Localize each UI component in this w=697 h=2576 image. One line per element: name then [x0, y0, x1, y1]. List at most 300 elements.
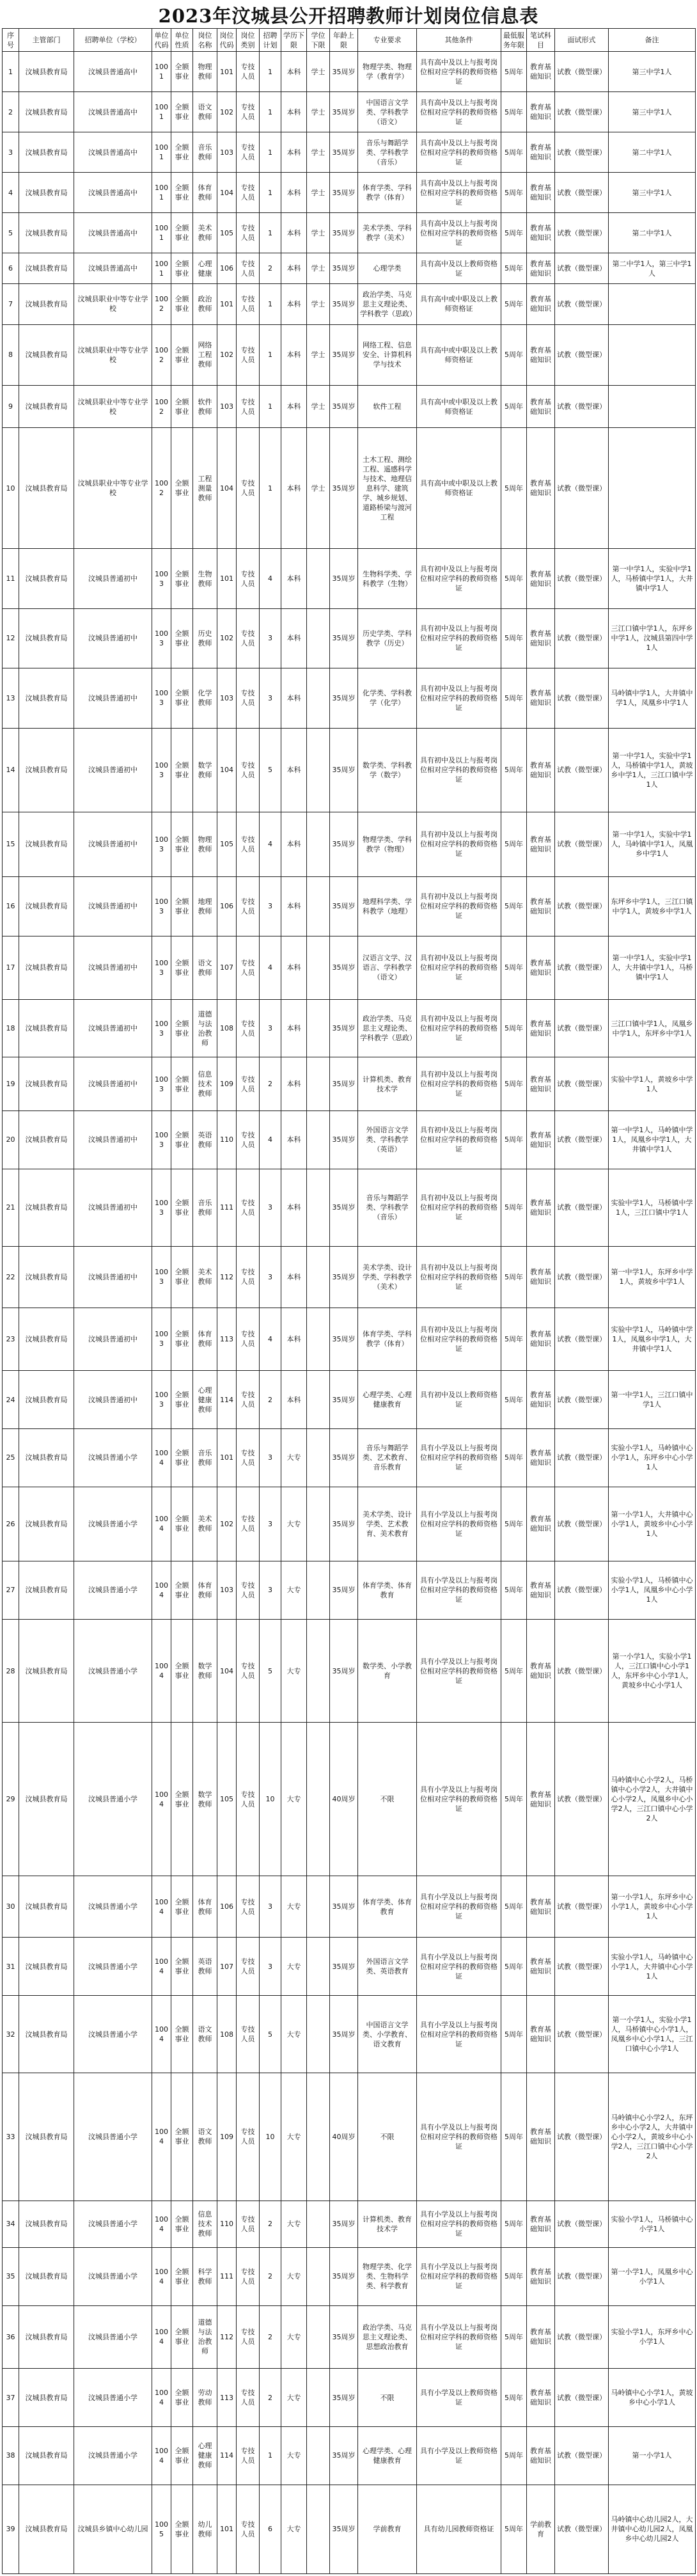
table-cell: 具有高中及以上教师资格证 [417, 253, 501, 284]
table-cell: 具有小学及以上与报考岗位相对应学科的教师资格证 [417, 2073, 501, 2201]
table-cell: 汶城县职业中等专业学校 [74, 324, 152, 386]
table-cell: 5周年 [501, 173, 527, 213]
table-cell: 具有初中及以上与报考岗位相对应学科的教师资格证 [417, 549, 501, 608]
table-cell: 全额事业 [171, 1169, 193, 1246]
table-cell: 教育基础知识 [527, 608, 555, 668]
table-cell: 具有小学及以上与报考岗位相对应学科的教师资格证 [417, 1487, 501, 1561]
table-cell: 103 [217, 1561, 237, 1620]
table-cell: 中国语言文学类、小学教育、语文教育 [358, 1996, 417, 2073]
table-cell: 1004 [152, 1619, 171, 1723]
table-cell: 本科 [281, 132, 307, 173]
table-cell: 汶城县教育局 [19, 2247, 74, 2305]
table-cell: 具有高中及以上与报考岗位相对应学科的教师资格证 [417, 173, 501, 213]
table-cell: 语文教师 [193, 2073, 217, 2201]
table-cell: 教育基础知识 [527, 549, 555, 608]
table-row [3, 1110, 696, 1169]
table-cell: 专技人员 [237, 936, 260, 999]
table-cell: 19 [3, 1057, 19, 1110]
position-table [2, 28, 696, 2574]
table-cell: 35周岁 [330, 2247, 358, 2305]
table-cell: 5周年 [501, 936, 527, 999]
table-cell: 本科 [281, 1110, 307, 1169]
table-cell: 1004 [152, 1561, 171, 1620]
table-cell: 汶城县普通小学 [74, 1619, 152, 1723]
table-cell: 具有初中及以上与报考岗位相对应学科的教师资格证 [417, 876, 501, 936]
table-cell: 101 [217, 284, 237, 324]
table-cell: 5周年 [501, 668, 527, 728]
column-header: 专业要求 [358, 29, 417, 52]
table-cell: 1004 [152, 1938, 171, 1996]
table-cell: 1003 [152, 936, 171, 999]
table-cell: 35周岁 [330, 173, 358, 213]
table-cell: 8 [3, 324, 19, 386]
table-cell: 生物科学类、学科教学（生物） [358, 549, 417, 608]
table-cell: 35周岁 [330, 2369, 358, 2427]
table-cell: 学前教育 [527, 2485, 555, 2573]
table-cell: 1003 [152, 999, 171, 1057]
table-cell: 24 [3, 1371, 19, 1429]
table-row [3, 2369, 696, 2427]
table-cell: 汶城县教育局 [19, 52, 74, 92]
table-cell: 音乐教师 [193, 132, 217, 173]
table-cell: 1003 [152, 1246, 171, 1308]
table-cell [307, 1308, 330, 1370]
table-cell [307, 1110, 330, 1169]
table-cell [307, 936, 330, 999]
table-cell: 1001 [152, 213, 171, 253]
table-cell: 1004 [152, 2305, 171, 2368]
table-cell: 教育基础知识 [527, 132, 555, 173]
table-cell: 教育基础知识 [527, 1723, 555, 1876]
table-cell: 101 [217, 52, 237, 92]
table-cell: 具有高中及以上与报考岗位相对应学科的教师资格证 [417, 213, 501, 253]
table-cell: 试教（微型课） [555, 386, 609, 428]
table-cell [307, 1057, 330, 1110]
table-cell: 本科 [281, 999, 307, 1057]
table-cell: 本科 [281, 668, 307, 728]
table-cell: 106 [217, 1876, 237, 1938]
table-cell: 汶城县教育局 [19, 2073, 74, 2201]
table-cell: 汉语言文学、汉语言、学科教学（语文） [358, 936, 417, 999]
table-cell: 1003 [152, 549, 171, 608]
table-cell: 学士 [307, 213, 330, 253]
table-cell: 大专 [281, 1996, 307, 2073]
table-cell: 专技人员 [237, 2201, 260, 2247]
table-cell: 具有小学及以上与报考岗位相对应学科的教师资格证 [417, 1619, 501, 1723]
table-cell: 专技人员 [237, 1110, 260, 1169]
table-cell: 专技人员 [237, 428, 260, 549]
table-cell: 专技人员 [237, 1723, 260, 1876]
table-cell: 大专 [281, 1723, 307, 1876]
table-cell: 4 [3, 173, 19, 213]
table-cell: 教育基础知识 [527, 812, 555, 876]
table-cell: 具有高中及以上与报考岗位相对应学科的教师资格证 [417, 52, 501, 92]
table-row [3, 1246, 696, 1308]
table-row [3, 876, 696, 936]
table-cell [307, 668, 330, 728]
table-cell: 具有初中及以上与报考岗位相对应学科的教师资格证 [417, 608, 501, 668]
table-cell: 本科 [281, 812, 307, 876]
table-cell: 汶城县普通小学 [74, 2427, 152, 2485]
table-cell: 具有小学及以上与报考岗位相对应学科的教师资格证 [417, 2305, 501, 2368]
table-cell: 16 [3, 876, 19, 936]
table-cell: 1003 [152, 668, 171, 728]
table-cell: 教育基础知识 [527, 668, 555, 728]
table-cell: 汶城县教育局 [19, 1371, 74, 1429]
table-cell: 学士 [307, 132, 330, 173]
table-cell: 35周岁 [330, 1371, 358, 1429]
table-cell: 大专 [281, 2201, 307, 2247]
table-row [3, 1308, 696, 1370]
table-cell: 第三中学1人 [609, 92, 696, 132]
table-cell: 具有高中及以上与报考岗位相对应学科的教师资格证 [417, 132, 501, 173]
table-row [3, 936, 696, 999]
table-cell: 35周岁 [330, 1876, 358, 1938]
table-cell: 学士 [307, 284, 330, 324]
table-cell: 第一小学1人，实验小学1人，马桥镇中心小学1人，凤凰乡中心小学1人，三江口镇中心小学1人 [609, 1996, 696, 2073]
table-cell: 汶城县普通小学 [74, 1561, 152, 1620]
table-row [3, 284, 696, 324]
table-cell: 汶城县普通初中 [74, 549, 152, 608]
table-cell: 110 [217, 1110, 237, 1169]
table-cell: 专技人员 [237, 1169, 260, 1246]
table-cell: 学士 [307, 428, 330, 549]
table-cell: 音乐与舞蹈学类、学科教学（音乐） [358, 132, 417, 173]
table-cell: 5周年 [501, 1561, 527, 1620]
table-cell: 汶城县普通初中 [74, 812, 152, 876]
table-cell: 心理学类、心理健康教育 [358, 2427, 417, 2485]
table-cell: 语文教师 [193, 936, 217, 999]
table-cell [609, 428, 696, 549]
table-cell: 1 [3, 52, 19, 92]
table-cell: 全额事业 [171, 1619, 193, 1723]
table-cell: 5 [260, 1619, 281, 1723]
table-row [3, 386, 696, 428]
table-cell: 6 [3, 253, 19, 284]
column-header: 备注 [609, 29, 696, 52]
table-cell: 35周岁 [330, 2201, 358, 2247]
column-header: 单位代码 [152, 29, 171, 52]
table-row [3, 2073, 696, 2201]
table-cell: 5周年 [501, 2201, 527, 2247]
table-cell: 试教（微型课） [555, 284, 609, 324]
table-cell: 35周岁 [330, 1246, 358, 1308]
table-cell [307, 2305, 330, 2368]
table-cell: 5周年 [501, 52, 527, 92]
table-cell: 5周年 [501, 2369, 527, 2427]
table-cell: 3 [260, 1487, 281, 1561]
table-cell: 1 [260, 132, 281, 173]
table-cell: 1004 [152, 1876, 171, 1938]
table-cell: 物理学类、化学类、生物科学类、科学教育 [358, 2247, 417, 2305]
table-cell: 网络工程教师 [193, 324, 217, 386]
table-cell: 5周年 [501, 92, 527, 132]
table-cell: 全额事业 [171, 876, 193, 936]
table-row [3, 1723, 696, 1876]
table-cell: 试教（微型课） [555, 812, 609, 876]
table-cell: 110 [217, 2201, 237, 2247]
table-cell: 第一小学1人，大井镇中心小学1人，黄坡乡中心小学1人 [609, 1487, 696, 1561]
table-cell: 教育基础知识 [527, 386, 555, 428]
table-cell: 本科 [281, 876, 307, 936]
table-cell: 本科 [281, 936, 307, 999]
table-cell: 教育基础知识 [527, 1487, 555, 1561]
table-cell: 教育基础知识 [527, 999, 555, 1057]
table-cell [307, 2427, 330, 2485]
table-cell: 试教（微型课） [555, 1169, 609, 1246]
table-cell: 教育基础知识 [527, 1308, 555, 1370]
table-cell: 实验中学1人，黄坡乡中学1人 [609, 1057, 696, 1110]
table-cell: 108 [217, 1996, 237, 2073]
table-cell: 试教（微型课） [555, 936, 609, 999]
table-cell: 地理科学类、学科教学（地理） [358, 876, 417, 936]
table-row [3, 549, 696, 608]
table-cell: 汶城县职业中等专业学校 [74, 284, 152, 324]
table-cell: 35周岁 [330, 1429, 358, 1487]
column-header: 单位性质 [171, 29, 193, 52]
table-cell: 103 [217, 132, 237, 173]
table-cell: 具有初中及以上与报考岗位相对应学科的教师资格证 [417, 1246, 501, 1308]
column-header: 岗位类别 [237, 29, 260, 52]
table-cell [307, 608, 330, 668]
table-cell: 5周年 [501, 1487, 527, 1561]
table-cell: 2 [260, 2305, 281, 2368]
table-cell: 汶城县教育局 [19, 386, 74, 428]
table-cell: 大专 [281, 2427, 307, 2485]
table-row [3, 2427, 696, 2485]
table-cell: 试教（微型课） [555, 2427, 609, 2485]
table-cell: 具有初中及以上与报考岗位相对应学科的教师资格证 [417, 1169, 501, 1246]
table-cell: 5周年 [501, 2073, 527, 2201]
table-cell: 1001 [152, 52, 171, 92]
table-cell: 第三中学1人 [609, 173, 696, 213]
table-cell: 具有小学及以上与报考岗位相对应学科的教师资格证 [417, 1996, 501, 2073]
table-cell: 教育基础知识 [527, 1110, 555, 1169]
table-cell: 具有初中及以上与报考岗位相对应学科的教师资格证 [417, 1057, 501, 1110]
table-cell: 本科 [281, 549, 307, 608]
table-cell: 5周年 [501, 1246, 527, 1308]
table-cell: 本科 [281, 92, 307, 132]
table-cell: 全额事业 [171, 999, 193, 1057]
table-cell: 1 [260, 92, 281, 132]
table-cell: 汶城县教育局 [19, 1308, 74, 1370]
table-cell: 教育基础知识 [527, 1938, 555, 1996]
table-cell: 103 [217, 668, 237, 728]
table-row [3, 132, 696, 173]
table-cell: 4 [260, 936, 281, 999]
table-cell: 具有初中及以上与报考岗位相对应学科的教师资格证 [417, 812, 501, 876]
table-cell: 体育教师 [193, 1308, 217, 1370]
table-cell: 37 [3, 2369, 19, 2427]
table-cell: 4 [260, 812, 281, 876]
table-cell: 汶城县教育局 [19, 1723, 74, 1876]
table-cell: 体育学类、体育教育 [358, 1561, 417, 1620]
table-cell: 汶城县普通小学 [74, 1876, 152, 1938]
table-cell: 信息技术教师 [193, 1057, 217, 1110]
table-cell: 教育基础知识 [527, 1619, 555, 1723]
table-cell: 105 [217, 213, 237, 253]
table-cell: 专技人员 [237, 1057, 260, 1110]
table-cell: 全额事业 [171, 936, 193, 999]
table-cell: 1 [260, 52, 281, 92]
table-cell: 1003 [152, 608, 171, 668]
table-cell: 全额事业 [171, 2485, 193, 2573]
table-cell: 学士 [307, 52, 330, 92]
table-cell: 汶城县普通初中 [74, 1169, 152, 1246]
table-cell: 5周年 [501, 1429, 527, 1487]
table-cell: 试教（微型课） [555, 253, 609, 284]
table-cell [307, 2485, 330, 2573]
table-cell: 体育教师 [193, 1561, 217, 1620]
table-cell: 本科 [281, 1371, 307, 1429]
table-cell: 2 [260, 2247, 281, 2305]
table-cell: 1004 [152, 2201, 171, 2247]
table-cell: 历史教师 [193, 608, 217, 668]
table-cell: 大专 [281, 1561, 307, 1620]
table-cell: 101 [217, 1429, 237, 1487]
table-cell: 三江口镇中学1人，东坪乡中学1人，汶城县第四中学1人 [609, 608, 696, 668]
table-cell: 教育基础知识 [527, 52, 555, 92]
table-cell: 具有小学及以上与报考岗位相对应学科的教师资格证 [417, 2201, 501, 2247]
table-cell: 政治学类、马克思主义理论类、思想政治教育 [358, 2305, 417, 2368]
table-cell: 5周年 [501, 2485, 527, 2573]
table-cell: 4 [260, 549, 281, 608]
table-cell: 专技人员 [237, 253, 260, 284]
table-cell: 心理健康教师 [193, 1371, 217, 1429]
column-header: 招聘单位（学校） [74, 29, 152, 52]
table-cell: 3 [260, 876, 281, 936]
table-header [3, 29, 696, 52]
table-cell: 全额事业 [171, 52, 193, 92]
table-cell: 1003 [152, 728, 171, 812]
table-cell: 102 [217, 608, 237, 668]
table-cell: 专技人员 [237, 999, 260, 1057]
table-cell: 1001 [152, 173, 171, 213]
table-row [3, 1996, 696, 2073]
table-cell: 试教（微型课） [555, 1723, 609, 1876]
table-row [3, 324, 696, 386]
table-row [3, 173, 696, 213]
table-cell: 数学类、小学教育 [358, 1619, 417, 1723]
table-cell: 35周岁 [330, 1619, 358, 1723]
table-cell: 教育基础知识 [527, 936, 555, 999]
table-cell: 12 [3, 608, 19, 668]
table-cell: 语文教师 [193, 92, 217, 132]
table-cell: 5周年 [501, 1308, 527, 1370]
table-cell: 全额事业 [171, 1996, 193, 2073]
table-cell: 1004 [152, 2369, 171, 2427]
table-cell: 35周岁 [330, 92, 358, 132]
table-cell: 第一小学1人，实验小学1人，三江口镇中心小学1人，东坪乡中心小学1人，黄坡乡中心小学1人 [609, 1619, 696, 1723]
table-cell: 试教（微型课） [555, 1429, 609, 1487]
table-cell: 5 [260, 1996, 281, 2073]
table-cell: 1002 [152, 428, 171, 549]
table-cell: 102 [217, 1487, 237, 1561]
table-cell: 38 [3, 2427, 19, 2485]
table-cell: 3 [260, 1429, 281, 1487]
table-cell: 28 [3, 1619, 19, 1723]
table-cell: 大专 [281, 2485, 307, 2573]
table-cell: 5周年 [501, 132, 527, 173]
table-cell: 学士 [307, 253, 330, 284]
table-cell: 试教（微型课） [555, 2073, 609, 2201]
table-cell: 全额事业 [171, 608, 193, 668]
table-row [3, 999, 696, 1057]
table-cell: 汶城县教育局 [19, 1057, 74, 1110]
table-cell: 第一中学1人，三江口镇中学1人 [609, 1371, 696, 1429]
table-cell: 40周岁 [330, 1723, 358, 1876]
table-row [3, 52, 696, 92]
table-cell: 第一中学1人，马岭镇中学1人，凤凰乡中学1人，大井镇中学1人 [609, 1110, 696, 1169]
table-cell: 汶城县普通初中 [74, 608, 152, 668]
table-cell: 35周岁 [330, 52, 358, 92]
table-cell: 计算机类、教育技术学 [358, 1057, 417, 1110]
table-cell: 104 [217, 173, 237, 213]
column-header: 学历下限 [281, 29, 307, 52]
table-cell: 试教（微型课） [555, 52, 609, 92]
table-cell: 全额事业 [171, 2201, 193, 2247]
table-cell: 大专 [281, 2369, 307, 2427]
table-cell: 美术教师 [193, 213, 217, 253]
table-cell: 专技人员 [237, 2485, 260, 2573]
table-cell: 汶城县教育局 [19, 1246, 74, 1308]
table-cell: 102 [217, 92, 237, 132]
table-cell: 5周年 [501, 2305, 527, 2368]
table-cell: 第一中学1人，实验中学1人，马桥镇中学1人，大井镇中学1人 [609, 549, 696, 608]
table-cell: 35周岁 [330, 428, 358, 549]
table-cell [307, 2369, 330, 2427]
table-cell: 101 [217, 2485, 237, 2573]
table-cell: 汶城县教育局 [19, 1487, 74, 1561]
table-cell: 试教（微型课） [555, 1057, 609, 1110]
table-cell: 试教（微型课） [555, 1561, 609, 1620]
table-cell: 2 [260, 1057, 281, 1110]
table-cell: 5周年 [501, 1619, 527, 1723]
table-cell: 第一小学1人，东坪乡中心小学1人，黄坡乡中心小学1人 [609, 1876, 696, 1938]
table-cell [307, 876, 330, 936]
table-cell: 第一小学1人，凤凰乡中心小学1人 [609, 2247, 696, 2305]
table-cell: 美术学类、设计学类、艺术教育、美术教育 [358, 1487, 417, 1561]
table-cell: 教育基础知识 [527, 2073, 555, 2201]
table-cell: 专技人员 [237, 132, 260, 173]
table-cell: 马岭镇中心小学2人，东坪乡中心小学2人，大井镇中心小学2人，黄坡乡中心小学2人，三江口镇中心小学2人 [609, 2073, 696, 2201]
table-cell: 21 [3, 1169, 19, 1246]
table-cell: 3 [260, 1246, 281, 1308]
table-cell: 1004 [152, 1723, 171, 1876]
table-cell: 汶城县教育局 [19, 1169, 74, 1246]
table-cell: 实验小学1人，马岭镇中心小学1人，东坪乡中心小学1人 [609, 1429, 696, 1487]
table-cell: 具有高中或中职及以上教师资格证 [417, 284, 501, 324]
table-row [3, 428, 696, 549]
table-cell: 心理学类 [358, 253, 417, 284]
table-cell: 34 [3, 2201, 19, 2247]
table-cell: 本科 [281, 728, 307, 812]
table-cell: 35周岁 [330, 324, 358, 386]
table-cell: 18 [3, 999, 19, 1057]
table-cell: 试教（微型课） [555, 1246, 609, 1308]
table-cell: 1003 [152, 876, 171, 936]
table-cell: 具有小学及以上与报考岗位相对应学科的教师资格证 [417, 1561, 501, 1620]
table-cell: 108 [217, 999, 237, 1057]
table-cell: 科学教师 [193, 2247, 217, 2305]
table-cell: 专技人员 [237, 92, 260, 132]
table-cell: 39 [3, 2485, 19, 2573]
table-cell: 106 [217, 253, 237, 284]
table-cell: 106 [217, 876, 237, 936]
table-cell: 试教（微型课） [555, 1371, 609, 1429]
table-cell: 不限 [358, 2369, 417, 2427]
table-cell: 汶城县教育局 [19, 608, 74, 668]
